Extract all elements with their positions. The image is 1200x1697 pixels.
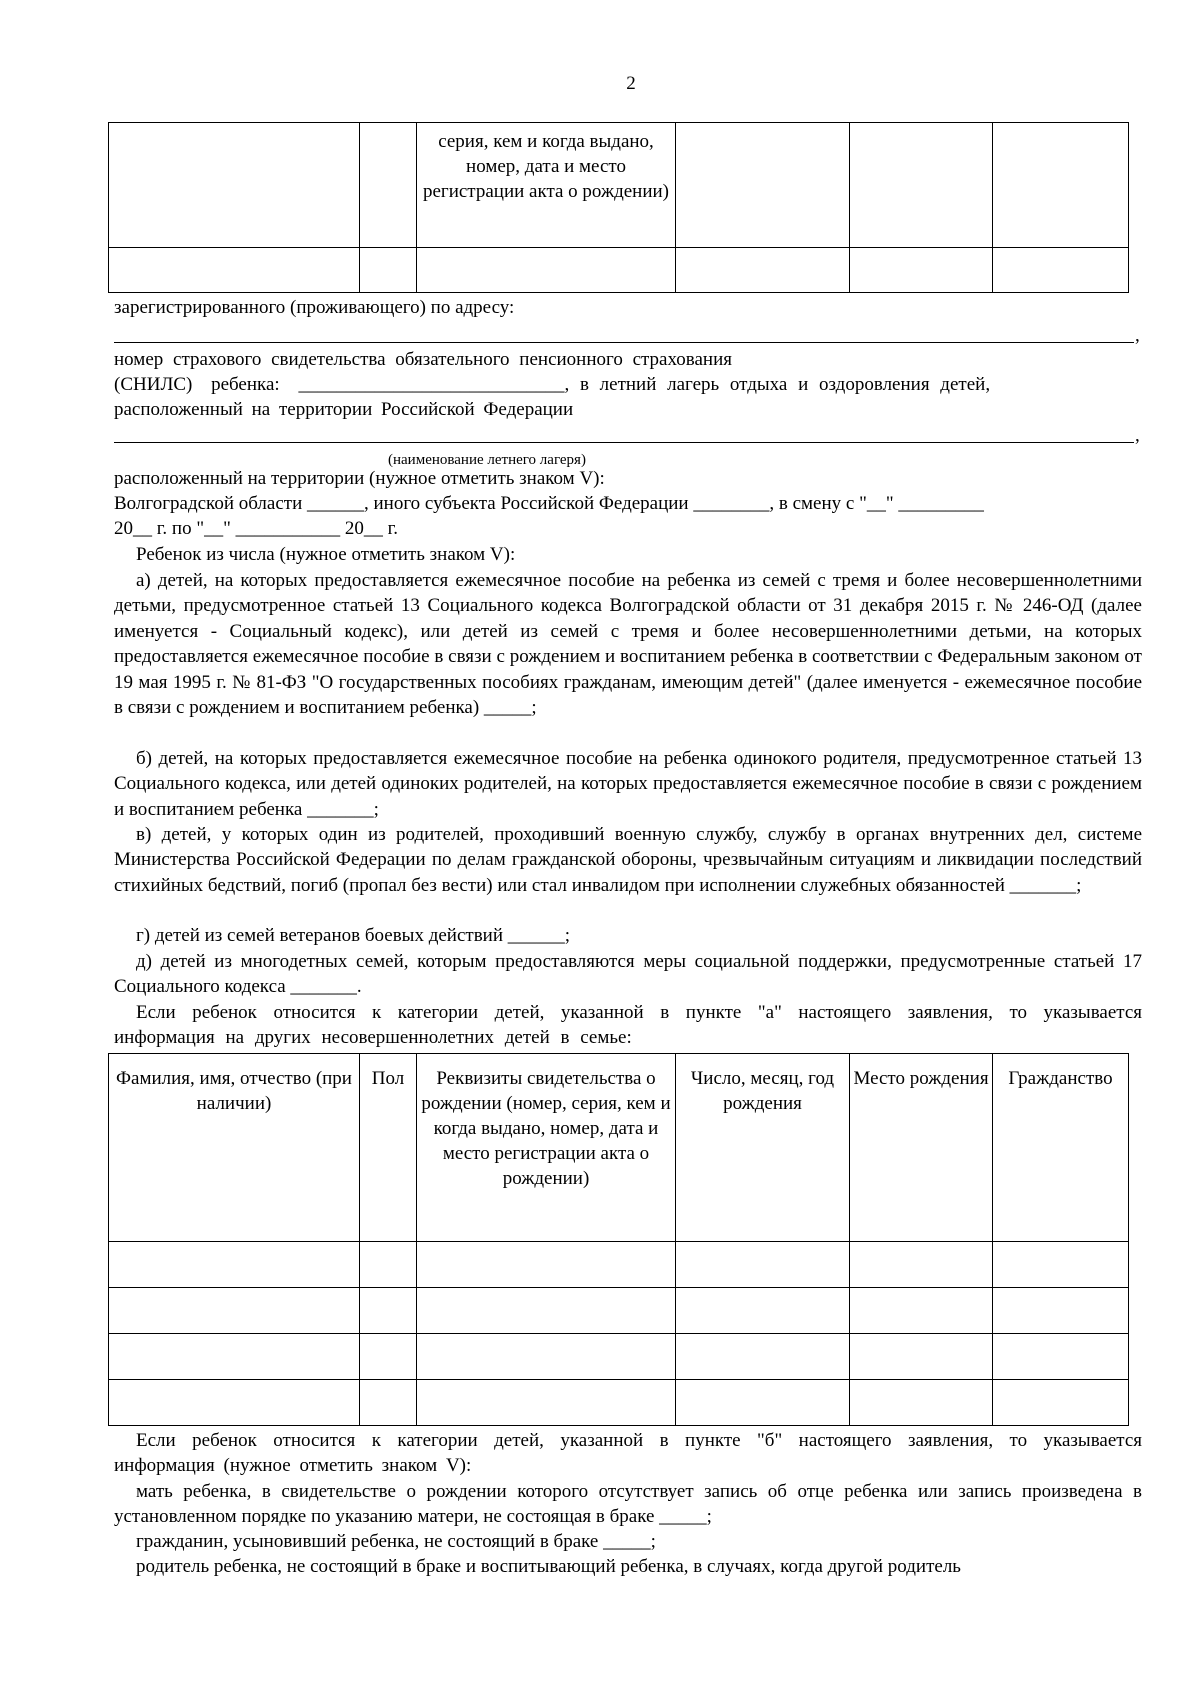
b-section-parent: родитель ребенка, не состоящий в браке и воспитывающий ребенка, в случаях, когда другой родитель <box>136 1556 961 1577</box>
table-cell[interactable] <box>993 1380 1129 1426</box>
camp-caption: (наименование летнего лагеря) <box>388 452 586 468</box>
b-section-adopter: гражданин, усыновивший ребенка, не состоящий в браке _____; <box>136 1531 656 1552</box>
column-header-birth-certificate: Реквизиты свидетельства о рождении (номер, серия, кем и когда выдано, номер, дата и место регистрации акта о рождении) <box>417 1054 676 1242</box>
top-table <box>108 122 1129 293</box>
table-cell[interactable] <box>109 1334 360 1380</box>
column-header-birth-date: Число, месяц, год рождения <box>676 1054 850 1242</box>
comma: , <box>1135 325 1140 346</box>
table-cell[interactable] <box>676 248 850 293</box>
table-cell[interactable] <box>850 1242 993 1288</box>
category-v: в) детей, у которых один из родителей, проходивший военную службу, службу в органах внутренних дел, системе Министерства Российской Федерации по делам гражданской обороны, чрезвычайным ситуациям и ликвидации последствий стихийных бедствий, погиб (пропал без вести) или стал инвалидом при исполнении служебных обязанностей _______; <box>114 824 1142 896</box>
table-cell[interactable] <box>676 1380 850 1426</box>
table-cell[interactable] <box>109 1288 360 1334</box>
address-label: зарегистрированного (проживающего) по адресу: <box>114 297 515 318</box>
snils-after: , в летний лагерь отдыха и оздоровления детей, <box>564 374 991 395</box>
sibling-intro: Если ребенок относится к категории детей, указанной в пункте "а" настоящего заявления, то указывается информация на других несовершеннолетних детей в семье: <box>114 1002 1142 1049</box>
table-cell[interactable] <box>360 1242 417 1288</box>
table-cell[interactable] <box>993 248 1129 293</box>
category-g: г) детей из семей ветеранов боевых действий ______; <box>136 925 571 946</box>
snils-label: (СНИЛС) ребенка: <box>114 374 280 395</box>
column-header-name: Фамилия, имя, отчество (при наличии) <box>109 1054 360 1242</box>
table-cell[interactable] <box>360 248 417 293</box>
location-line3: 20__ г. по "__" ___________ 20__ г. <box>114 518 398 539</box>
table-cell <box>993 123 1129 248</box>
location-line1: расположенный на территории (нужное отметить знаком V): <box>114 468 605 489</box>
table-cell[interactable] <box>676 1288 850 1334</box>
table-cell[interactable] <box>360 1334 417 1380</box>
table-cell[interactable] <box>850 248 993 293</box>
table-cell[interactable] <box>109 1242 360 1288</box>
table-row <box>109 1288 1129 1334</box>
table-cell[interactable] <box>417 1288 676 1334</box>
table-cell[interactable] <box>360 1288 417 1334</box>
table-cell <box>676 123 850 248</box>
table-row <box>109 1242 1129 1288</box>
table-row <box>109 1334 1129 1380</box>
table-row <box>109 1380 1129 1426</box>
category-b: б) детей, на которых предоставляется ежемесячное пособие на ребенка одинокого родителя, предусмотренное статьей 13 Социального кодекса, или детей одиноких родителей, на которых предоставляется ежемесячное пособие в связи с рождением и воспитанием ребенка _______; <box>114 748 1142 820</box>
snils-line2 <box>114 373 1142 397</box>
table-cell <box>850 123 993 248</box>
table-cell[interactable] <box>360 1380 417 1426</box>
column-header-gender: Пол <box>360 1054 417 1242</box>
table-cell[interactable] <box>417 1334 676 1380</box>
comma: , <box>1135 425 1140 446</box>
snils-line1: номер страхового свидетельства обязательного пенсионного страхования <box>114 349 732 370</box>
siblings-table <box>108 1053 1129 1426</box>
table-cell[interactable] <box>109 1380 360 1426</box>
table-cell <box>417 123 676 248</box>
table-cell[interactable] <box>676 1334 850 1380</box>
category-d: д) детей из многодетных семей, которым предоставляются меры социальной поддержки, предусмотренные статьей 17 Социального кодекса _______. <box>114 951 1142 998</box>
b-section-mother: мать ребенка, в свидетельстве о рождении которого отсутствует запись об отце ребенка или запись произведена в установленном порядке по указанию матери, не состоящая в браке _____; <box>114 1481 1142 1528</box>
table-cell[interactable] <box>417 1380 676 1426</box>
table-cell <box>109 123 360 248</box>
location-line2: Волгоградской области ______, иного субъекта Российской Федерации ________, в смену с "__" _________ <box>114 493 984 514</box>
snils-line3: расположенный на территории Российской Федерации <box>114 399 574 420</box>
camp-line[interactable] <box>114 442 1134 443</box>
table-cell[interactable] <box>850 1288 993 1334</box>
category-a: а) детей, на которых предоставляется ежемесячное пособие на ребенка из семей с тремя и более несовершеннолетними детьми, предусмотренное статьей 13 Социального кодекса Волгоградской области от 31 декабря 2015 г. № 246-ОД (далее именуется - Социальный кодекс), или детей из семей с тремя и более несовершеннолетними детьми, на которых предоставляется ежемесячное пособие в связи с рождением и воспитанием ребенка в соответствии с Федеральным законом от 19 мая 1995 г. № 81-ФЗ "О государственных пособиях гражданам, имеющим детей" (далее именуется - ежемесячное пособие в связи с рождением и воспитанием ребенка) _____; <box>114 570 1142 719</box>
page-number: 2 <box>626 73 636 94</box>
table-row <box>109 248 1129 293</box>
table-cell[interactable] <box>417 1242 676 1288</box>
b-section-intro: Если ребенок относится к категории детей, указанной в пункте "б" настоящего заявления, то указывается информация (нужное отметить знаком V): <box>114 1430 1142 1477</box>
table-cell[interactable] <box>676 1242 850 1288</box>
table-cell[interactable] <box>993 1242 1129 1288</box>
table-cell[interactable] <box>850 1334 993 1380</box>
snils-blank[interactable]: ____________________________ <box>298 374 565 395</box>
table-cell[interactable] <box>850 1380 993 1426</box>
table-cell <box>360 123 417 248</box>
address-line[interactable] <box>114 342 1134 343</box>
header-fragment: серия, кем и когда выдано, номер, дата и место регистрации акта о рождении) <box>422 131 670 202</box>
column-header-birth-place: Место рождения <box>850 1054 993 1242</box>
table-cell[interactable] <box>109 248 360 293</box>
column-header-citizenship: Гражданство <box>993 1054 1129 1242</box>
categories-intro: Ребенок из числа (нужное отметить знаком V): <box>136 544 516 565</box>
table-cell[interactable] <box>993 1334 1129 1380</box>
table-cell[interactable] <box>993 1288 1129 1334</box>
table-cell[interactable] <box>417 248 676 293</box>
